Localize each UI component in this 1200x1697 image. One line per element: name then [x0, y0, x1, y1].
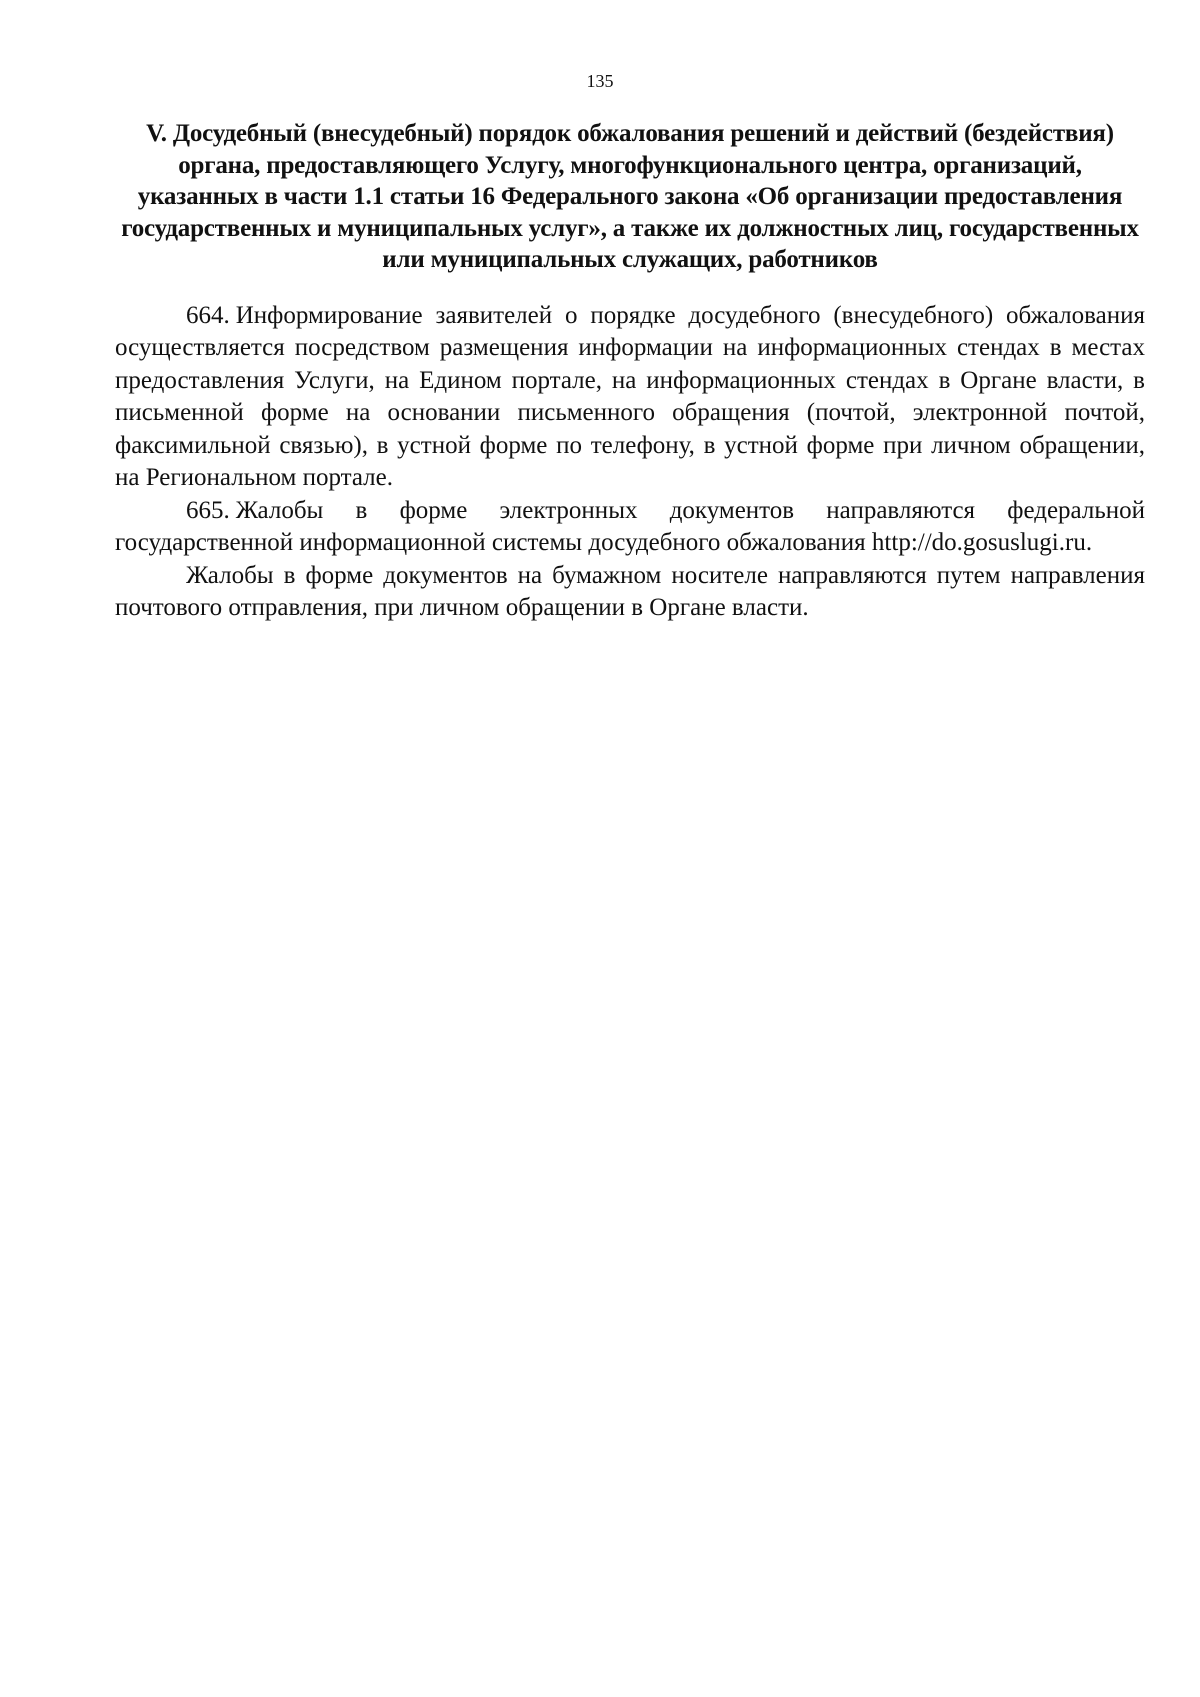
paragraph-664: [115, 300, 1145, 495]
paragraph-665: [115, 495, 1145, 560]
body-text: [115, 300, 1145, 625]
page-number: 135: [586, 71, 614, 91]
paragraph-text: Жалобы в форме электронных документов направляются федеральной государственной информационной системы досудебного обжалования http://do.gosuslugi.ru.: [115, 496, 1145, 556]
paragraph-665-continued: [115, 560, 1145, 625]
paragraph-text: Информирование заявителей о порядке досудебного (внесудебного) обжалования осуществляется посредством размещения информации на информационных стендах в местах предоставления Услуги, на Едином портале, на информационных стендах в Органе власти, в письменной форме на основании письменного обращения (почтой, электронной почтой, факсимильной связью), в устной форме по телефону, в устной форме при личном обращении, на Региональном портале.: [115, 301, 1145, 491]
paragraph-number: 665.: [186, 496, 230, 524]
paragraph-number: 664.: [186, 301, 230, 329]
section-heading: V. Досудебный (внесудебный) порядок обжалования решений и действий (бездействия) органа, предоставляющего Услугу, многофункционального центра, организаций, указанных в части 1.1 статьи 16 Федерального закона «Об организации предоставления государственных и муниципальных услуг», а также их должностных лиц, государственных или муниципальных служащих, работников: [121, 120, 1139, 273]
paragraph-text: Жалобы в форме документов на бумажном носителе направляются путем направления почтового отправления, при личном обращении в Органе власти.: [115, 561, 1145, 621]
page-content: [115, 118, 1145, 625]
